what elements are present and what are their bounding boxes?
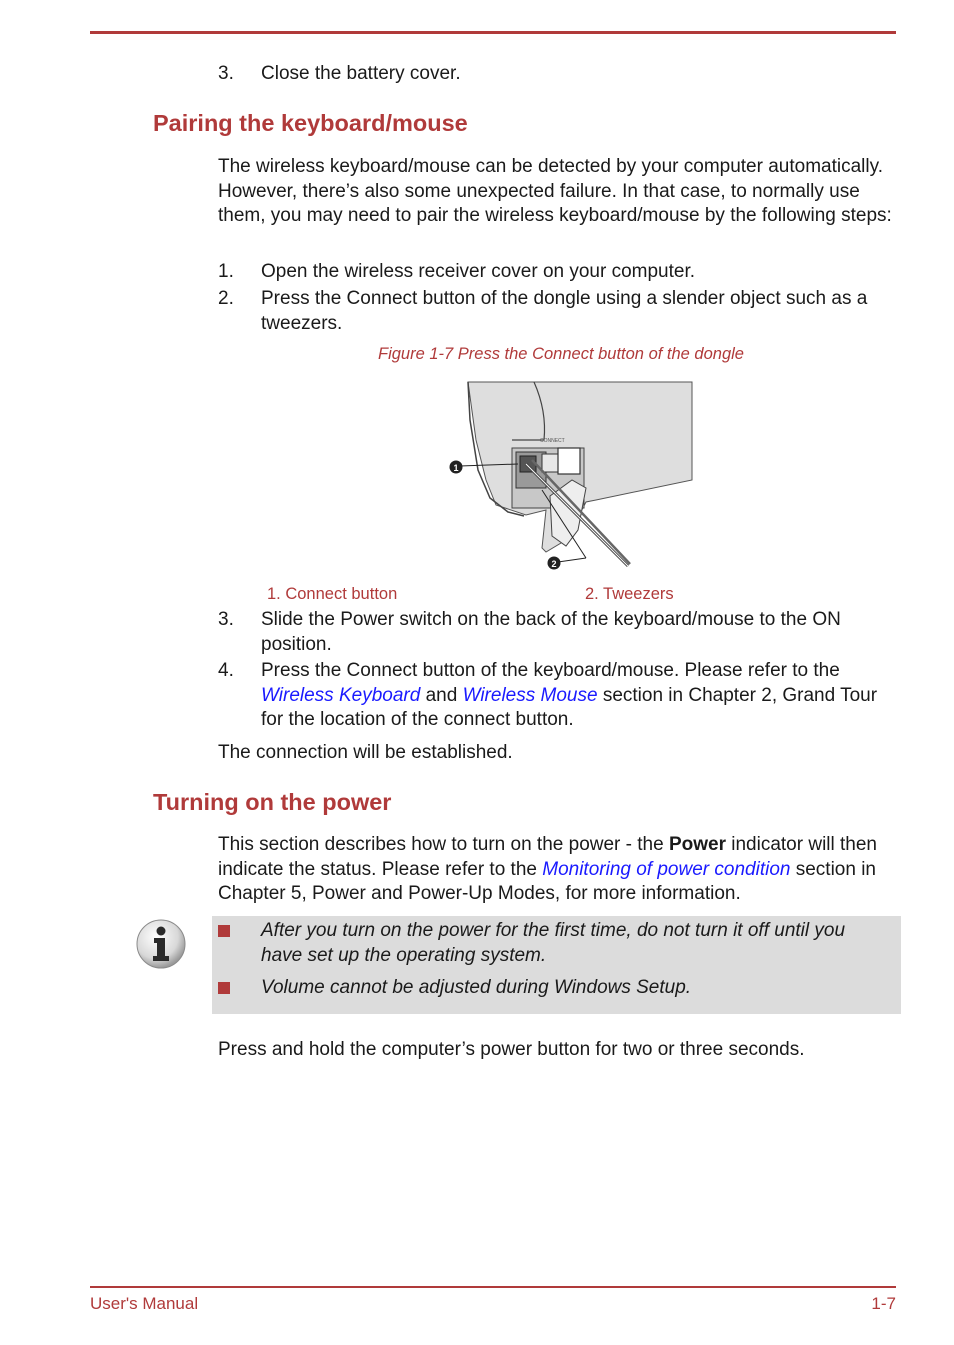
step-text: Press the Connect button of the dongle using a slender object such as a tweezers. bbox=[261, 288, 868, 334]
power-instruction: Press and hold the computer’s power button for two or three seconds. bbox=[218, 1039, 805, 1060]
pairing-intro: The wireless keyboard/mouse can be detected by your computer automatically. However, there’s also some unexpected failure. In that case, to normally use them, you may need to pair the wireless keyboard/mouse by the following steps: bbox=[218, 156, 892, 226]
step-text-with-links bbox=[261, 659, 901, 733]
step-text: Slide the Power switch on the back of the keyboard/mouse to the ON position. bbox=[261, 609, 841, 655]
connection-result: The connection will be established. bbox=[218, 742, 513, 763]
power-bold-term: Power bbox=[668, 834, 726, 855]
step-number: 4. bbox=[218, 660, 234, 681]
wireless-keyboard-link[interactable]: Wireless Keyboard bbox=[261, 684, 421, 706]
monitoring-power-link[interactable]: Monitoring of power condition bbox=[542, 858, 791, 880]
step-number: 2. bbox=[218, 288, 234, 309]
step4-text-and: and bbox=[420, 684, 463, 706]
legend-tweezers: 2. Tweezers bbox=[585, 585, 674, 603]
footer-manual-title: User's Manual bbox=[90, 1294, 199, 1313]
header-rule bbox=[90, 31, 896, 34]
step-text: Open the wireless receiver cover on your computer. bbox=[261, 261, 696, 282]
step-text: Close the battery cover. bbox=[261, 63, 461, 84]
callout-number-2: 2 bbox=[551, 559, 557, 569]
power-intro-start: This section describes how to turn on the power - the bbox=[218, 834, 669, 855]
bullet-square bbox=[218, 925, 230, 937]
figure-caption: Figure 1-7 Press the Connect button of the dongle bbox=[378, 345, 744, 363]
bullet-square bbox=[218, 982, 230, 994]
power-intro bbox=[218, 833, 898, 907]
note-item: After you turn on the power for the first time, do not turn it off until you have set up the operating system. bbox=[261, 920, 846, 966]
legend-connect-button: 1. Connect button bbox=[267, 585, 398, 603]
step-number: 1. bbox=[218, 261, 234, 282]
section-heading-power: Turning on the power bbox=[153, 789, 392, 815]
power-intro-mid: indicator will then indicate the status. Please refer to the bbox=[218, 834, 878, 880]
dongle-figure bbox=[446, 380, 696, 575]
note-item: Volume cannot be adjusted during Windows Setup. bbox=[261, 977, 692, 998]
step4-text-end: section in Chapter 2, Grand Tour for the location of the connect button. bbox=[261, 684, 878, 730]
section-heading-pairing: Pairing the keyboard/mouse bbox=[153, 110, 468, 136]
step-number: 3. bbox=[218, 63, 234, 84]
power-intro-end: section in Chapter 5, Power and Power-Up Modes, for more information. bbox=[218, 858, 876, 904]
callout-number-1: 1 bbox=[453, 463, 459, 473]
step-number: 3. bbox=[218, 609, 234, 630]
wireless-mouse-link[interactable]: Wireless Mouse bbox=[462, 684, 598, 706]
connect-port-label: CONNECT bbox=[540, 438, 565, 444]
footer-page-number: 1-7 bbox=[871, 1294, 896, 1313]
step4-text-start: Press the Connect button of the keyboard/mouse. Please refer to the bbox=[261, 660, 840, 681]
info-icon bbox=[135, 918, 187, 970]
footer-rule bbox=[90, 1286, 896, 1288]
